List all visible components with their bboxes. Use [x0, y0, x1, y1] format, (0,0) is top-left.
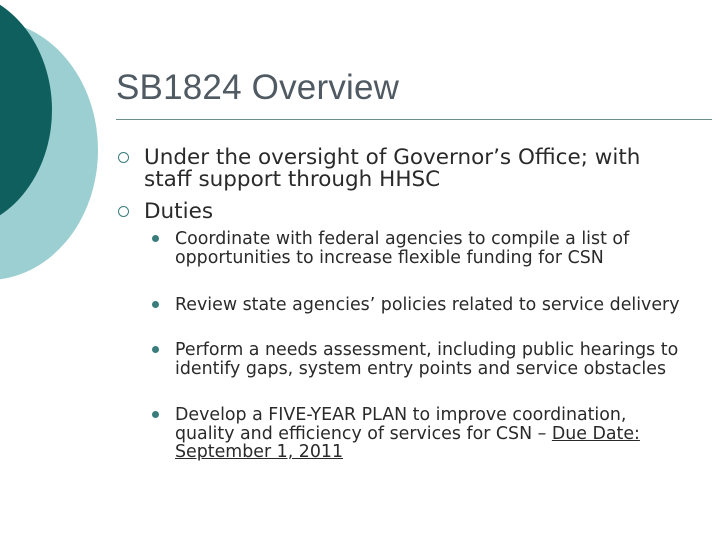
duty-text: Coordinate with federal agencies to compile a list of opportunities to increase flexible funding for CSN: [175, 229, 630, 268]
decorative-circles: [0, 0, 100, 290]
bullet-text: Under the oversight of Governor’s Office; with staff support through HHSC: [144, 145, 641, 192]
duty-item-five-year-plan: [175, 406, 685, 462]
duty-text: Review state agencies’ policies related to service delivery: [175, 295, 680, 315]
bullet-oversight: [144, 147, 684, 191]
duty-text: Perform a needs assessment, including public hearings to identify gaps, system entry points and service obstacles: [175, 340, 679, 379]
duty-item-review: [175, 296, 685, 315]
filled-dot-bullet-icon: [152, 301, 159, 308]
title-divider: [116, 119, 712, 120]
slide-title: SB1824 Overview: [116, 68, 400, 107]
duty-item-assessment: [175, 341, 685, 378]
bullet-text: Duties: [144, 199, 214, 224]
duty-text: Develop a FIVE-YEAR PLAN to improve coordination, quality and efficiency of services for CSN –: [175, 405, 627, 444]
hollow-circle-bullet-icon: [118, 152, 129, 163]
filled-dot-bullet-icon: [152, 411, 159, 418]
bullet-duties: [144, 201, 684, 223]
duty-item-coordinate: [175, 230, 685, 267]
due-date: Due Date: September 1, 2011: [175, 423, 640, 462]
filled-dot-bullet-icon: [152, 235, 159, 242]
filled-dot-bullet-icon: [152, 346, 159, 353]
hollow-circle-bullet-icon: [118, 206, 129, 217]
